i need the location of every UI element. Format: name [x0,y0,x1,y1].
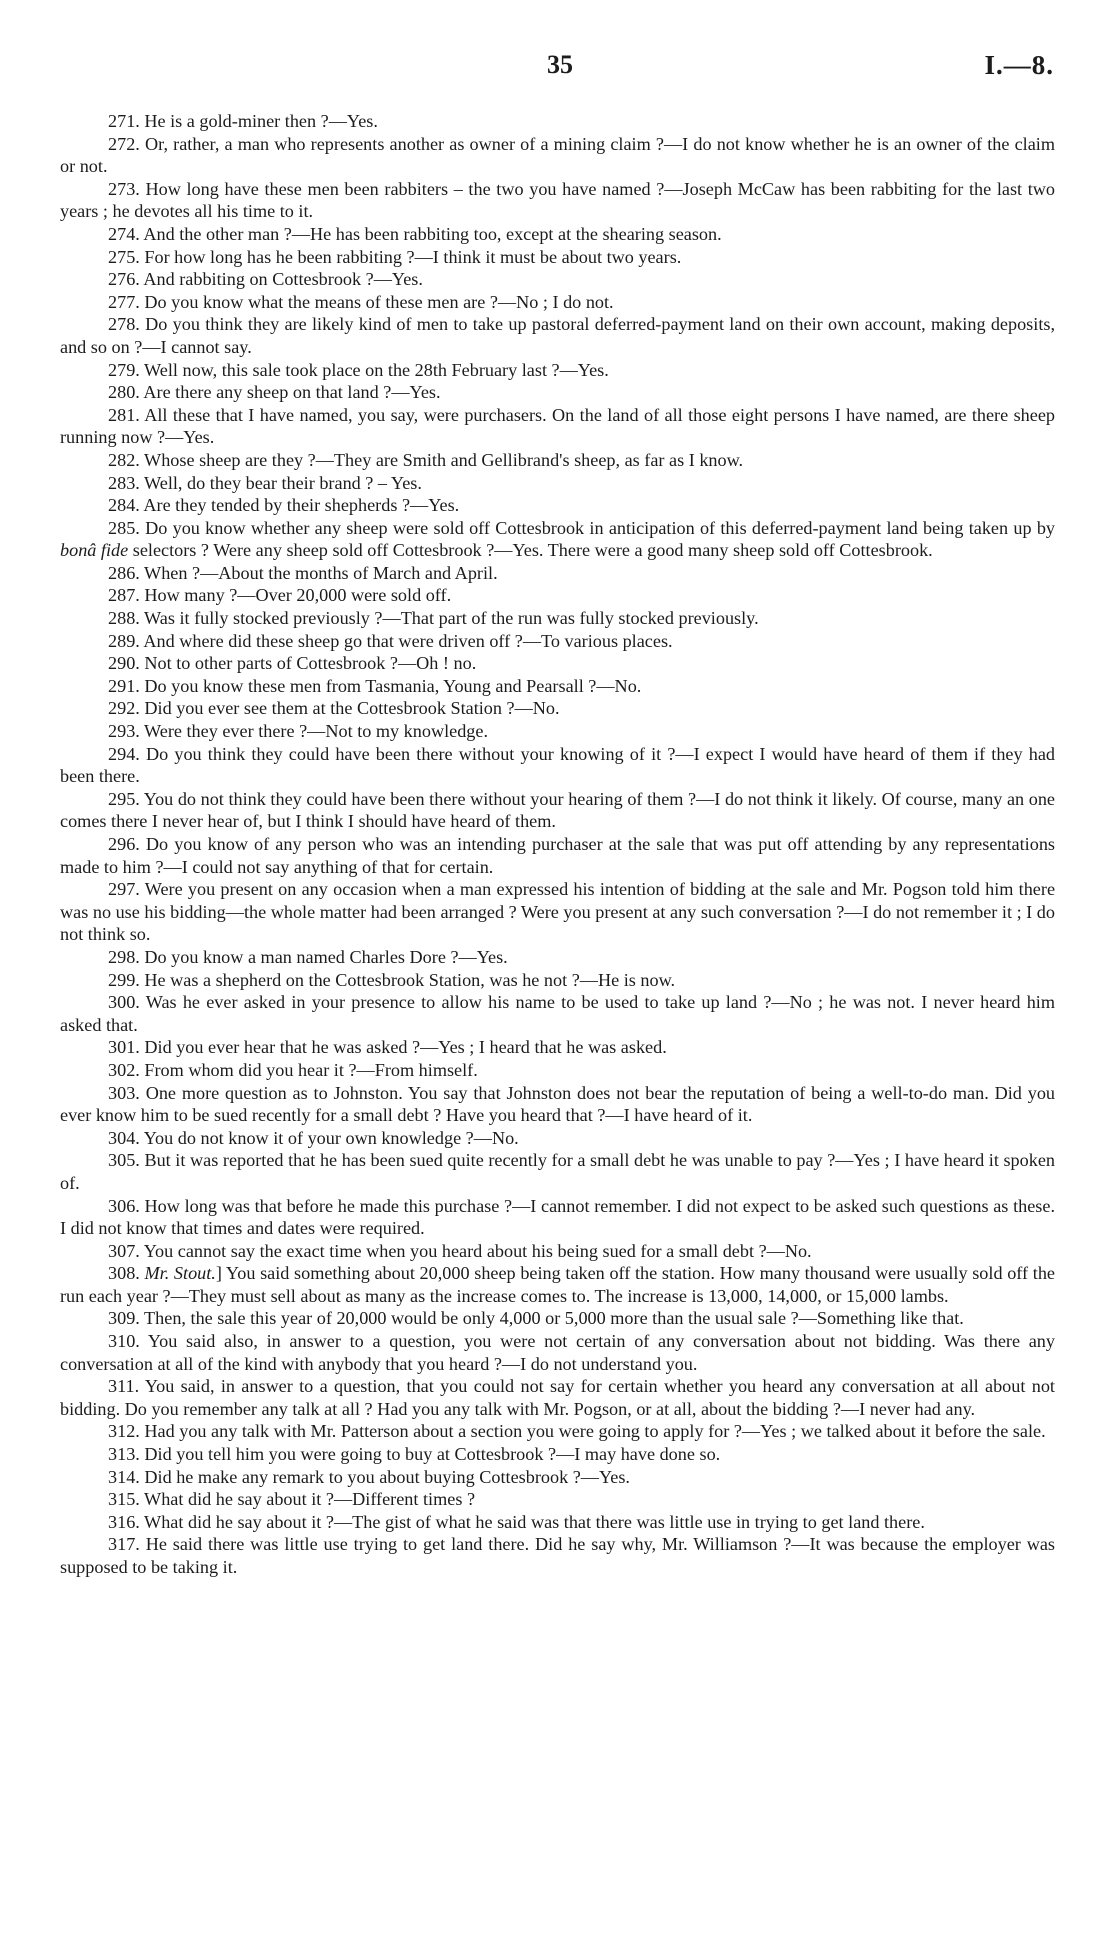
entry-number: 288. [108,608,140,629]
testimony-entry [60,878,1055,946]
entry-number: 289. [108,630,140,651]
entry-number: 279. [108,359,140,380]
testimony-entry [60,246,1055,269]
testimony-entry [60,1262,1055,1307]
entry-number: 299. [108,969,140,990]
entry-number: 280. [108,382,140,403]
testimony-entry [60,359,1055,382]
testimony-entry [60,1127,1055,1150]
entry-text: Then, the sale this year of 20,000 would be only 4,000 or 5,000 more than the usual sale ?—Something like that. [144,1308,964,1329]
entry-number: 305. [108,1150,140,1171]
entry-text: Well, do they bear their brand ? – Yes. [144,472,422,493]
entry-text: And rabbiting on Cottesbrook ?—Yes. [143,269,423,290]
testimony-entry [60,720,1055,743]
entry-number: 282. [108,449,140,470]
entry-number: 286. [108,562,140,583]
entry-number: 281. [108,404,140,425]
entry-text: But it was reported that he has been sued quite recently for a small debt he was unable to pay ?—Yes ; I have heard it spoken of. [60,1150,1056,1193]
testimony-entry [60,630,1055,653]
testimony-entry [60,1443,1055,1466]
testimony-entry [60,991,1055,1036]
entry-number: 306. [108,1195,140,1216]
entry-text: Did he make any remark to you about buying Cottesbrook ?—Yes. [144,1466,630,1487]
testimony-entry [60,517,1055,562]
entry-number: 316. [108,1511,140,1532]
entry-text: You do not know it of your own knowledge ?—No. [143,1127,519,1148]
testimony-entry [60,743,1055,788]
entry-number: 277. [108,291,140,312]
testimony-entry [60,381,1055,404]
entry-text: You said also, in answer to a question, you were not certain of any conversation about not bidding. Was there any conversation at all of the kind with anybody that you heard ?—I do not understand you. [60,1331,1055,1374]
entry-text: Were they ever there ?—Not to my knowledge. [144,721,489,742]
entry-number: 296. [108,834,140,854]
testimony-entry [60,110,1055,133]
entry-number: 317. [108,1534,140,1555]
testimony-entry [60,562,1055,585]
entry-text: Do you know whether any sheep were sold off Cottesbrook in anticipation of this deferred-payment land being taken up by [145,517,1056,538]
entry-number: 295. [108,788,140,809]
testimony-entry [60,833,1055,878]
entry-number: 274. [108,223,140,244]
testimony-entry [60,313,1055,358]
entry-text: Do you know a man named Charles Dore ?—Yes. [144,946,508,967]
entry-text: Had you any talk with Mr. Patterson about a section you were going to apply for ?—Yes ; we talked about it before the sale. [144,1421,1046,1442]
entry-text: Do you know these men from Tasmania, Young and Pearsall ?—No. [144,675,642,696]
entry-text: Did you ever hear that he was asked ?—Yes ; I heard that he was asked. [144,1037,667,1058]
entry-text: From whom did you hear it ?—From himself. [144,1059,478,1080]
entry-number: 285. [108,517,140,538]
entry-number: 276. [108,269,140,290]
testimony-entry [60,1195,1055,1240]
entry-number: 300. [108,992,140,1013]
entry-number: 310. [108,1331,140,1352]
entry-text: Whose sheep are they ?—They are Smith and Gellibrand's sheep, as far as I know. [144,449,744,470]
testimony-entry [60,1375,1055,1420]
testimony-entry [60,291,1055,314]
entry-number: 292. [108,698,140,719]
entry-text: He was a shepherd on the Cottesbrook Station, was he not ?—He is now. [144,969,676,990]
entry-text: ] You said something about 20,000 sheep being taken off the station. How many thousand were usually sold off the run each year ?—They must sell about as many as the increase comes to. The increase is 13,000, 14,000, or 15,000 lambs. [60,1263,1055,1306]
document-reference: I.—8. [984,50,1054,80]
testimony-entry [60,1466,1055,1489]
testimony-entry [60,472,1055,495]
testimony-entry [60,969,1055,992]
entry-text: Do you know of any person who was an intending purchaser at the sale that was put off attending by any representations made to him ?—I could not say anything of that for certain. [60,834,1055,877]
entry-number: 313. [108,1444,140,1465]
testimony-entry [60,178,1055,223]
entry-text: You do not think they could have been there without your hearing of them ?—I do not think it likely. Of course, many an one comes there I never hear of, but I think I should have heard of them. [60,788,1055,832]
entry-text: Did you tell him you were going to buy at Cottesbrook ?—I may have done so. [144,1444,721,1465]
entry-text: Did you ever see them at the Cottesbrook Station ?—No. [144,698,560,719]
testimony-entry [60,1059,1055,1082]
entry-number: 273. [108,178,140,199]
entry-number: 284. [108,495,140,516]
entry-text: How many ?—Over 20,000 were sold off. [144,585,452,606]
testimony-entry [60,1149,1055,1194]
entry-number: 307. [108,1240,140,1261]
entry-number: 315. [108,1489,140,1510]
testimony-entry [60,1082,1055,1127]
testimony-entry [60,1511,1055,1534]
entry-text: Or, rather, a man who represents another as owner of a mining claim ?—I do not know whether he is an owner of the claim or not. [60,133,1055,177]
entry-text: How long have these men been rabbiters – the two you have named ?—Joseph McCaw has been rabbiting for the last two years ; he devotes all his time to it. [60,178,1056,222]
testimony-entry [60,1307,1055,1330]
entry-number: 271. [108,111,140,131]
entry-number: 304. [108,1127,140,1148]
entry-text: Are they tended by their shepherds ?—Yes. [143,495,460,516]
entry-text: Do you think they are likely kind of men to take up pastoral deferred-payment land on their own account, making deposits, and so on ?—I cannot say. [60,314,1055,357]
testimony-entry [60,607,1055,630]
entry-text: Well now, this sale took place on the 28th February last ?—Yes. [144,359,609,380]
entry-text: One more question as to Johnston. You say that Johnston does not bear the reputation of being a well-to-do man. Did you ever know him to be sued recently for a small debt ? Have you heard that ?—I have heard of it. [60,1082,1056,1126]
entry-number: 314. [108,1466,140,1487]
speaker-name: Mr. Stout. [144,1263,216,1284]
testimony-entry [60,223,1055,246]
entry-text: And where did these sheep go that were driven off ?—To various places. [143,630,673,651]
entry-text: You cannot say the exact time when you heard about his being sued for a small debt ?—No. [143,1240,812,1261]
entry-number: 294. [108,743,140,764]
entry-text: Are there any sheep on that land ?—Yes. [143,382,441,403]
entry-text: And the other man ?—He has been rabbiting too, except at the shearing season. [143,223,722,244]
testimony-entry [60,652,1055,675]
entry-number: 302. [108,1059,140,1080]
testimony-entry [60,1240,1055,1263]
entry-number: 287. [108,585,140,606]
entry-number: 309. [108,1308,140,1329]
testimony-entry [60,946,1055,969]
entry-text: You said, in answer to a question, that you could not say for certain whether you heard any conversation at all about not bidding. Do you remember any talk at all ? Had you any talk with Mr. Pogson, or at all, about the bidding ?—I never had any. [60,1376,1055,1419]
entry-text: All these that I have named, you say, were purchasers. On the land of all those eight persons I have named, are there sheep running now ?—Yes. [60,404,1055,448]
entry-number: 297. [108,879,140,900]
entry-number: 278. [108,314,140,335]
entry-number: 311. [108,1376,140,1397]
entry-number: 301. [108,1037,140,1058]
entry-text: Was he ever asked in your presence to allow his name to be used to take up land ?—No ; he was not. I never heard him asked that. [60,992,1056,1035]
testimony-entry [60,697,1055,720]
testimony-entry [60,268,1055,291]
entry-number: 272. [108,133,140,154]
testimony-entry [60,1420,1055,1443]
testimony-entry [60,788,1055,833]
entry-text: Do you know what the means of these men are ?—No ; I do not. [144,291,614,312]
entry-text: Was it fully stocked previously ?—That part of the run was fully stocked previously. [144,608,759,629]
entry-text: Were you present on any occasion when a man expressed his intention of bidding at the sale and Mr. Pogson told him there was no use his bidding—the whole matter had been arranged ? Were you present at any such conversation ?—I do not remember it ; I do not think so. [60,879,1056,945]
entry-text: For how long has he been rabbiting ?—I think it must be about two years. [144,246,682,267]
testimony-entry [60,1036,1055,1059]
entry-text: Not to other parts of Cottesbrook ?—Oh ! no. [144,653,477,674]
testimony-entry [60,1330,1055,1375]
testimony-entry [60,133,1055,178]
testimony-entry [60,449,1055,472]
entry-number: 293. [108,721,140,742]
testimony-entry [60,584,1055,607]
page-header [0,50,1114,90]
testimony-entry [60,494,1055,517]
entry-italic-text: bonâ fide [60,540,129,561]
entry-text: What did he say about it ?—The gist of what he said was that there was little use in trying to get land there. [144,1511,925,1532]
entry-text: He is a gold-miner then ?—Yes. [144,111,378,131]
entry-number: 291. [108,675,140,696]
entry-text-continued: selectors ? Were any sheep sold off Cottesbrook ?—Yes. There were a good many sheep sold off Cottesbrook. [128,540,933,561]
entry-number: 283. [108,472,140,493]
entry-number: 290. [108,653,140,674]
entry-number: 312. [108,1421,140,1442]
entry-number: 308. [108,1263,140,1284]
page-number: 35 [547,50,573,79]
testimony-entry [60,1488,1055,1511]
testimony-entry [60,675,1055,698]
entry-number: 298. [108,946,140,967]
testimony-entry [60,404,1055,449]
entry-text: He said there was little use trying to get land there. Did he say why, Mr. Williamson ?—It was because the employer was supposed to be taking it. [60,1534,1055,1577]
entry-number: 303. [108,1082,140,1103]
entry-text: How long was that before he made this purchase ?—I cannot remember. I did not expect to be asked such questions as these. I did not know that times and dates were required. [60,1195,1055,1239]
entry-text: Do you think they could have been there without your knowing of it ?—I expect I would have heard of them if they had been there. [60,743,1055,787]
testimony-body [60,110,1055,1579]
entry-text: When ?—About the months of March and April. [144,562,498,583]
testimony-entry [60,1533,1055,1578]
entry-text: What did he say about it ?—Different times ? [144,1489,476,1510]
entry-number: 275. [108,246,140,267]
